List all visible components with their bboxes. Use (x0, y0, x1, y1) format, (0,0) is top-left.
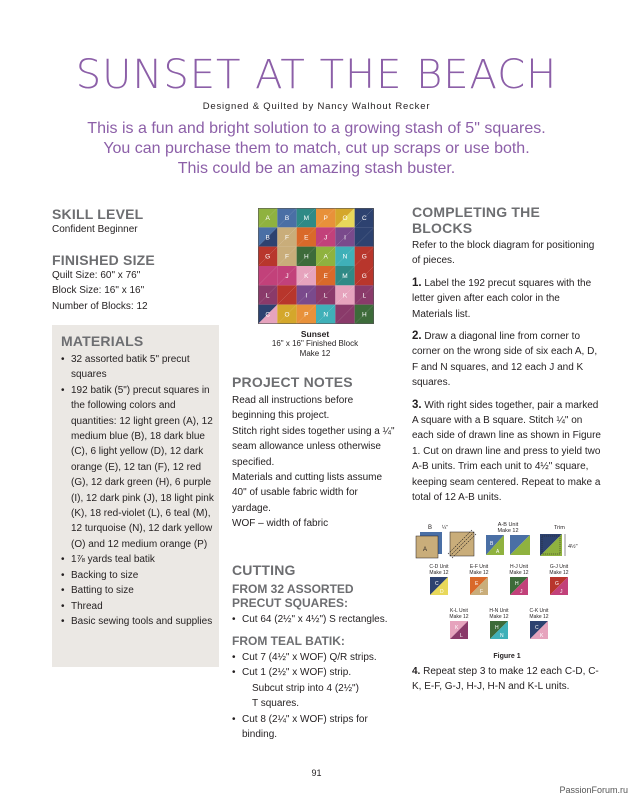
unit-letter: K (455, 625, 459, 631)
unit-label: H-N Unit (489, 608, 509, 614)
unit-label: K-L Unit (450, 608, 468, 614)
block-patch-label: N (323, 311, 329, 319)
list-item: • 1⅞ yards teal batik (61, 552, 219, 567)
block-patch-label: A (323, 253, 328, 261)
block-caption-make: Make 12 (299, 349, 331, 358)
unit-letter: J (560, 589, 563, 595)
watermark: PassionForum.ru (559, 785, 628, 795)
block-caption-title: Sunset (300, 329, 330, 339)
block-patch-label: J (324, 234, 328, 242)
block-patch-label: C (265, 311, 271, 319)
materials-list (61, 352, 219, 629)
list-item: • Thread (61, 599, 219, 614)
block-patch-label: I (344, 234, 346, 242)
list-item: • Cut 64 (2½" x 4½") S rectangles. (232, 612, 397, 627)
finished-line: Number of Blocks: 12 (52, 300, 148, 312)
page-title: SUNSET AT THE BEACH (75, 52, 558, 98)
unit-letter: J (520, 589, 523, 595)
block-patch-label: H (303, 253, 309, 261)
skill-level-value: Confident Beginner (52, 224, 138, 235)
list-item: Subcut strip into 4 (2½") (252, 682, 359, 694)
list-item: • Cut 1 (2½" x WOF) strip. (232, 665, 397, 680)
block-patch-label: L (265, 292, 270, 300)
unit-label: E-F Unit (469, 564, 489, 570)
list-item: • Cut 7 (4½" x WOF) Q/R strips. (232, 650, 397, 665)
completing-heading: COMPLETING THE BLOCKS (412, 204, 541, 236)
trim-unit (540, 525, 578, 556)
list-item: • Batting to size (61, 583, 219, 598)
list-item: • Basic sewing tools and supplies (61, 614, 219, 629)
unit-letter: D (440, 589, 444, 595)
step-1 (412, 276, 602, 322)
block-patch-label: C (361, 214, 367, 222)
ab-unit-letter: A (496, 549, 500, 555)
block-patch-label: G (361, 272, 367, 280)
step-number: 1. (412, 276, 422, 289)
block-patch-label: N (342, 253, 348, 261)
step-text: Repeat step 3 to make 12 each C-D, C-K, E-F, G-J, H-J, H-N and K-L units. (412, 666, 599, 693)
page-number: 91 (311, 768, 322, 778)
unit-letter: C (435, 581, 439, 587)
step-text: Draw a diagonal line from corner to corner on the wrong side of six each A, D, F and N squares, and 12 each J and K squares. (412, 331, 598, 389)
completing-text (412, 238, 602, 506)
block-patch-label: M (303, 214, 310, 222)
project-notes-text (232, 393, 397, 532)
cutting-subheading: FROM 32 ASSORTED PRECUT SQUARES: (232, 582, 354, 610)
block-patch-label: M (342, 272, 348, 280)
block-caption (240, 329, 390, 359)
fig-label-b: B (428, 525, 433, 531)
block-patch-label: H (361, 311, 367, 319)
step-number: 3. (412, 398, 422, 411)
designer-credit: Designed & Quilted by Nancy Walhout Recker (202, 101, 431, 112)
unit-letter: G (555, 581, 559, 587)
materials-box (52, 325, 219, 667)
unit-letter: H (495, 625, 499, 631)
cutting-subheading: FROM TEAL BATIK: (232, 634, 345, 648)
step-4 (412, 664, 602, 695)
block-patch-label: E (304, 234, 309, 242)
block-patch-label: G (265, 253, 271, 261)
fig-label-a: A (423, 547, 428, 553)
note-paragraph: Read all instructions before beginning this project. (232, 395, 354, 422)
block-patch-label: L (362, 292, 367, 300)
unit-label: C-K Unit (529, 608, 549, 614)
step-3 (412, 398, 602, 506)
cutting-list (232, 650, 397, 742)
block-caption-size: 16" x 16" Finished Block (271, 339, 359, 348)
trim-label: Trim (554, 525, 565, 531)
trim-size: 4½" (568, 544, 578, 550)
unit-letter: C (535, 625, 539, 631)
step-number: 4. (412, 666, 421, 677)
block-patch-label: A (265, 214, 270, 222)
ab-unit-letter: B (490, 541, 494, 547)
fig-label-quarter: ¼" (442, 525, 448, 531)
block-patch-label: F (285, 253, 289, 261)
block-patch-label: G (361, 253, 367, 261)
block-patch-label: O (284, 311, 290, 319)
finished-line: Quilt Size: 60" x 76" (52, 270, 141, 281)
block-patch-label: P (323, 214, 328, 222)
ab-unit (486, 522, 530, 555)
unit-grid (429, 564, 568, 639)
block-patch-label: P (304, 311, 309, 319)
paired-squares (416, 525, 476, 558)
ab-unit-label: A-B Unit (497, 522, 519, 528)
unit-letter: K (540, 633, 544, 639)
finished-line: Block Size: 16" x 16" (52, 285, 145, 297)
block-patch-label: F (285, 234, 289, 242)
note-paragraph: WOF – width of fabric (232, 518, 329, 530)
unit-make: Make 12 (469, 570, 489, 576)
project-notes-heading: PROJECT NOTES (232, 374, 353, 390)
unit-letter: F (480, 589, 484, 595)
unit-label: H-J Unit (509, 564, 529, 570)
list-item: • 192 batik (5") precut squares in the following colors and quantities: 12 light green (A), 12 medium blue (B), 18 dark blue (C), 6 light yellow (D), 12 dark orange (E), 12 tan (F), 12 red (G), 12 dark green (H), 6 purple (I), 12 dark pink (J), 18 light pink (K), 18 red-violet (L), 6 teal (M), 12 turquoise (N), 12 dark yellow (O) and 12 medium orange (P) (61, 383, 219, 552)
step-number: 2. (412, 330, 422, 343)
block-patch-label: I (305, 292, 308, 300)
unit-make: Make 12 (549, 570, 569, 576)
unit-make: Make 12 (529, 614, 549, 620)
step-text: With right sides together, pair a marked A square with a B square. Stitch ¼" on each side of drawn line as shown in Figure 1. Cut on drawn line and press to yield two A-B units. Trim each unit to 4½" square, keeping seam centered. Repeat to make a total of 12 A-B units. (412, 399, 601, 504)
block-patch-label: L (323, 292, 328, 300)
sunset-block-diagram (258, 208, 374, 324)
block-patch-label: B (265, 234, 270, 242)
unit-letter: E (475, 581, 479, 587)
finished-size-heading: FINISHED SIZE (52, 252, 155, 268)
block-patch-label: J (285, 272, 289, 280)
unit-label: G-J Unit (549, 564, 569, 570)
intro-text (40, 119, 593, 179)
list-item: T squares. (252, 698, 300, 710)
cutting-heading: CUTTING (232, 562, 296, 578)
list-item: • Cut 8 (2¼" x WOF) strips for binding. (232, 712, 397, 743)
block-patch-label: B (284, 214, 290, 222)
note-paragraph: Materials and cutting lists assume 40" of usable fabric width for yardage. (232, 472, 383, 514)
figure-caption: Figure 1 (493, 653, 521, 660)
skill-level-heading: SKILL LEVEL (52, 206, 144, 222)
completing-intro: Refer to the block diagram for positioning of pieces. (412, 240, 595, 267)
block-patch-label: K (342, 292, 348, 300)
finished-size-list (52, 268, 148, 314)
intro-line: This is a fun and bright solution to a growing stash of 5" squares. (87, 120, 546, 137)
ab-unit-make: Make 12 (497, 528, 519, 534)
step-text: Label the 192 precut squares with the letter given after each color in the Materials list. (412, 277, 592, 320)
block-patch-label: O (342, 214, 348, 222)
intro-line: This could be an amazing stash buster. (177, 160, 456, 177)
unit-make: Make 12 (449, 614, 469, 620)
unit-label: C-D Unit (429, 564, 449, 570)
list-item: • 32 assorted batik 5" precut squares (61, 352, 219, 383)
figure-1-diagram (412, 520, 602, 662)
block-patch-label: K (304, 272, 309, 280)
block-patch-label: E (323, 272, 328, 280)
unit-make: Make 12 (489, 614, 509, 620)
unit-make: Make 12 (429, 570, 449, 576)
note-paragraph: Stitch right sides together using a ¼" seam allowance unless otherwise specified. (232, 425, 395, 468)
cutting-list (232, 612, 397, 627)
step-2 (412, 329, 602, 391)
unit-letter: N (500, 633, 504, 639)
materials-heading: MATERIALS (61, 333, 144, 349)
intro-line: You can purchase them to match, cut up scraps or use both. (103, 140, 530, 157)
unit-make: Make 12 (509, 570, 529, 576)
list-item: • Backing to size (61, 568, 219, 583)
unit-letter: H (515, 581, 519, 587)
unit-letter: L (460, 633, 463, 639)
